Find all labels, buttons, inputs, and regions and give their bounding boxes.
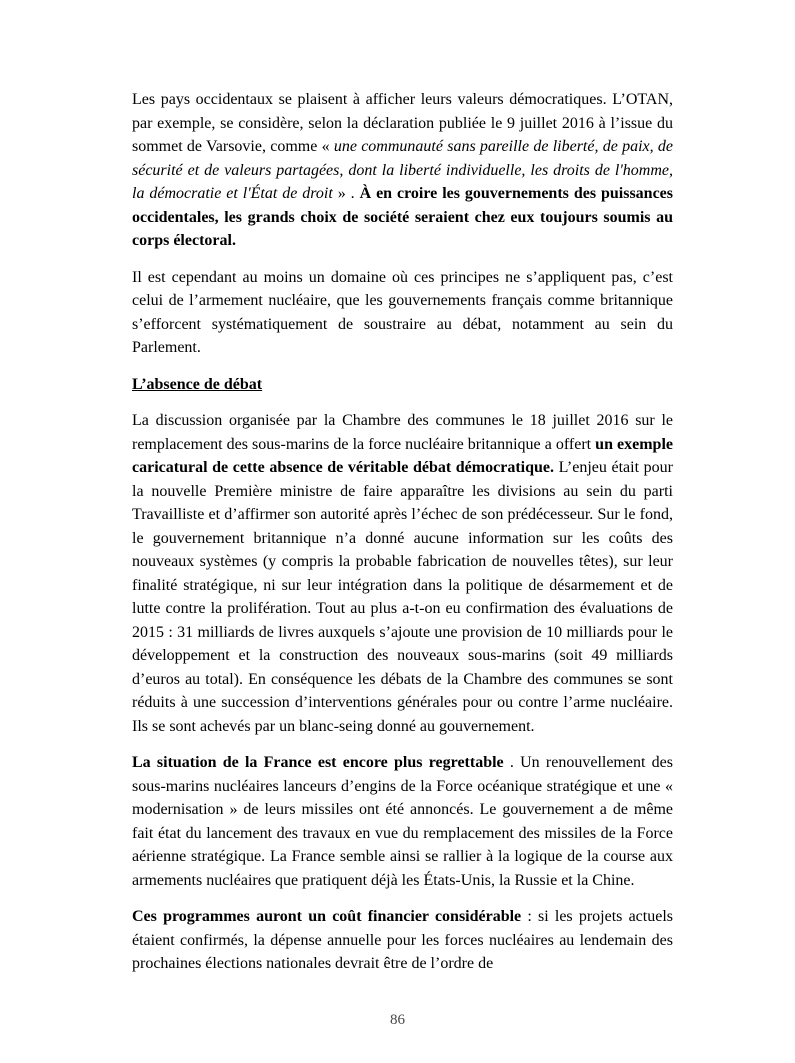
text-run: » . [332, 185, 360, 202]
para-cout-financier [132, 905, 673, 976]
para-domain-exception [132, 266, 673, 360]
text-run: Les pays occidentaux se plaisent à afficher leurs valeurs démocratiques. L’OTAN, par exemple, se considère, selon la déclaration publiée le 9 juillet 2016 à l’issue du sommet de Varsovie, comme « [132, 91, 673, 155]
text-run: La discussion organisée par la Chambre des communes le 18 juillet 2016 sur le remplacement des sous-marins de la force nucléaire britannique a offert [132, 412, 673, 453]
document-content [132, 88, 673, 989]
para-western-values [132, 88, 673, 253]
page-number: 86 [390, 1012, 405, 1028]
text-run: une communauté sans pareille de liberté, de paix, de sécurité et de valeurs partagées, dont la liberté individuelle, les droits de l'homme, la démocratie et l'État de droit [132, 138, 673, 202]
text-run: : si les projets actuels étaient confirmés, la dépense annuelle pour les forces nucléaires au lendemain des prochaines élections nationales devrait être de l’ordre de [132, 908, 674, 972]
text-run: . Un renouvellement des sous-marins nucléaires lanceurs d’engins de la Force océanique stratégique et une « modernisation » de leurs missiles ont été annoncés. Le gouvernement a de même fait état du lancement des travaux en vue du remplacement des missiles de la Force aérienne stratégique. La France semble ainsi se rallier à la logique de la course aux armements nucléaires que pratiquent déjà les États-Unis, la Russie et la Chine. [132, 754, 673, 889]
text-run: L’enjeu était pour la nouvelle Première ministre de faire apparaître les divisions au sein du parti Travailliste et d’affirmer son autorité après l’échec de son prédécesseur. Sur le fond, le gouvernement britannique n’a donné aucune information sur les coûts des nouveaux systèmes (y compris la probable fabrication de nouvelles têtes), sur leur finalité stratégique, ni sur leur intégration dans la politique de désarmement et de lutte contre la prolifération. Tout au plus a-t-on eu confirmation des évaluations de 2015 : 31 milliards de livres auxquels s’ajoute une provision de 10 milliards pour le développement et la construction des nouveaux sous-marins (soit 49 milliards d’euros au total). En conséquence les débats de la Chambre des communes se sont réduits à une succession d’interventions générales pour ou contre l’arme nucléaire. Ils se sont achevés par un blanc-seing donné au gouvernement. [132, 459, 673, 735]
para-chambre-des-communes [132, 409, 673, 738]
para-situation-france [132, 751, 673, 892]
text-run: À en croire les gouvernements des puissances occidentales, les grands choix de société seraient chez eux toujours soumis au corps électoral. [132, 185, 673, 249]
text-run: Il est cependant au moins un domaine où ces principes ne s’appliquent pas, c’est celui de l’armement nucléaire, que les gouvernements français comme britannique s’efforcent systématiquement de soustraire au débat, notamment au sein du Parlement. [132, 268, 673, 356]
text-run: L’absence de débat [132, 375, 263, 393]
text-run: La situation de la France est encore plus regrettable [132, 754, 504, 771]
text-run: un exemple caricatural de cette absence de véritable débat démocratique. [132, 435, 673, 476]
heading-absence-de-debat [132, 373, 673, 397]
text-run: Ces programmes auront un coût financier considérable [132, 908, 522, 925]
